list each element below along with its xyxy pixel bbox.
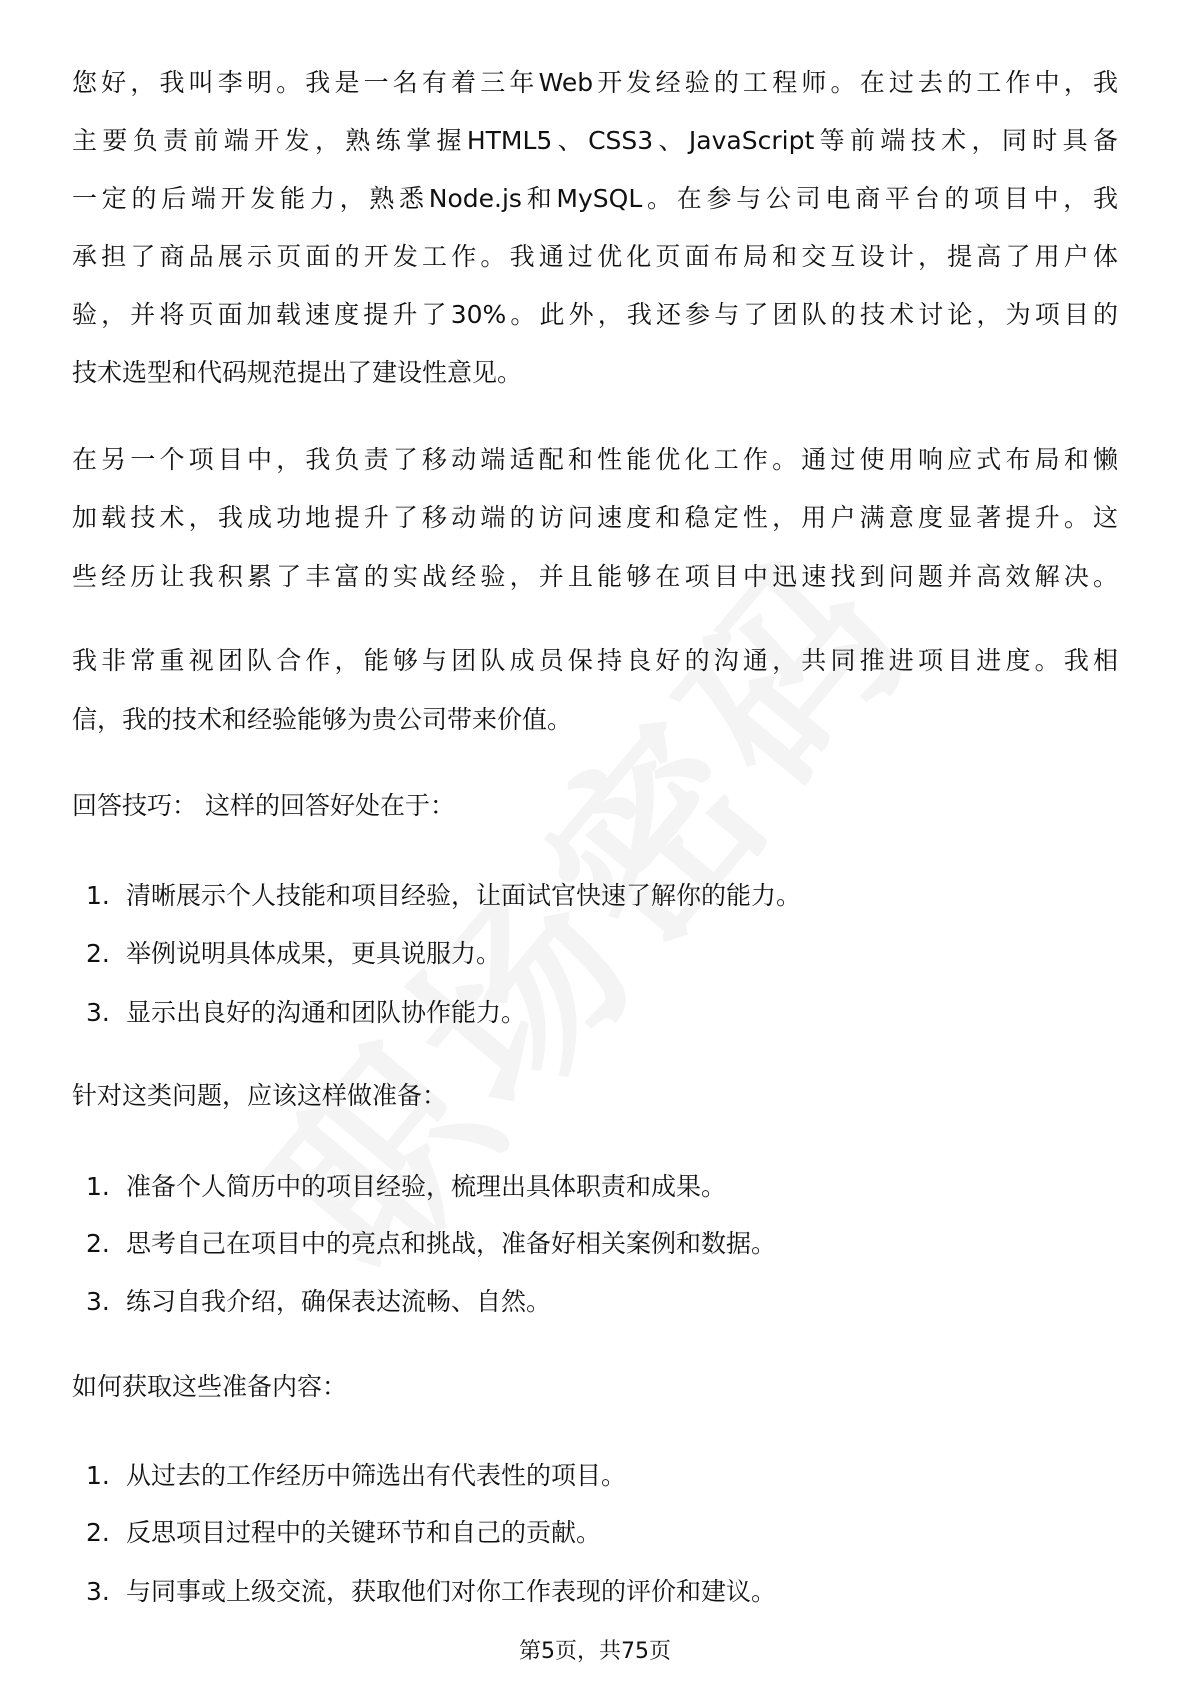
list-item	[86, 1227, 776, 1261]
list-number: 3.	[86, 998, 110, 1027]
list-item	[86, 1170, 726, 1204]
list-number: 1.	[86, 1461, 110, 1490]
list-item	[86, 879, 801, 913]
list-number: 1.	[86, 1172, 110, 1201]
list-text: 清晰展示个人技能和项目经验，让面试官快速了解你的能力。	[126, 881, 802, 910]
list-item	[86, 937, 501, 971]
list-number: 2.	[86, 939, 110, 968]
text-line: 在另一个项目中，我负责了移动端适配和性能优化工作。通过使用响应式布局和懒	[72, 445, 1118, 474]
list-text: 反思项目过程中的关键环节和自己的贡献。	[126, 1518, 602, 1547]
list-number: 2.	[86, 1229, 110, 1258]
page-number: 第5页，共75页	[519, 1639, 671, 1664]
text-line: 一定的后端开发能力，熟悉Node.js和MySQL。在参与公司电商平台的项目中，我	[72, 184, 1118, 213]
section-heading: 针对这类问题，应该这样做准备：	[72, 1081, 448, 1110]
list-item	[86, 1516, 601, 1550]
list-text: 思考自己在项目中的亮点和挑战，准备好相关案例和数据。	[126, 1229, 777, 1258]
list-text: 从过去的工作经历中筛选出有代表性的项目。	[126, 1461, 627, 1490]
list-text: 显示出良好的沟通和团队协作能力。	[126, 998, 527, 1027]
text-line: 些经历让我积累了丰富的实战经验，并且能够在项目中迅速找到问题并高效解决。	[72, 562, 1118, 591]
text-line: 技术选型和代码规范提出了建设性意见。	[72, 358, 523, 387]
section-heading: 回答技巧： 这样的回答好处在于：	[72, 791, 455, 820]
text-line: 我非常重视团队合作，能够与团队成员保持良好的沟通，共同推进项目进度。我相	[72, 646, 1118, 675]
list-number: 2.	[86, 1518, 110, 1547]
list-text: 举例说明具体成果，更具说服力。	[126, 939, 502, 968]
list-item	[86, 1459, 626, 1493]
list-number: 1.	[86, 881, 110, 910]
list-text: 练习自我介绍，确保表达流畅、自然。	[126, 1287, 552, 1316]
list-text: 准备个人简历中的项目经验，梳理出具体职责和成果。	[126, 1172, 727, 1201]
list-text: 与同事或上级交流，获取他们对你工作表现的评价和建议。	[126, 1577, 777, 1606]
text-line: 加载技术，我成功地提升了移动端的访问速度和稳定性，用户满意度显著提升。这	[72, 503, 1118, 532]
list-number: 3.	[86, 1577, 110, 1606]
text-line: 验，并将页面加载速度提升了30%。此外，我还参与了团队的技术讨论，为项目的	[72, 300, 1118, 329]
list-number: 3.	[86, 1287, 110, 1316]
text-line: 信，我的技术和经验能够为贵公司带来价值。	[72, 705, 573, 734]
text-line: 主要负责前端开发，熟练掌握HTML5、CSS3、JavaScript等前端技术，同时具备	[72, 126, 1118, 155]
list-item	[86, 1285, 551, 1319]
text-line: 您好，我叫李明。我是一名有着三年Web开发经验的工程师。在过去的工作中，我	[72, 68, 1118, 97]
text-line: 承担了商品展示页面的开发工作。我通过优化页面布局和交互设计，提高了用户体	[72, 242, 1118, 271]
section-heading: 如何获取这些准备内容：	[72, 1372, 348, 1401]
list-item	[86, 1575, 776, 1609]
list-item	[86, 996, 526, 1030]
